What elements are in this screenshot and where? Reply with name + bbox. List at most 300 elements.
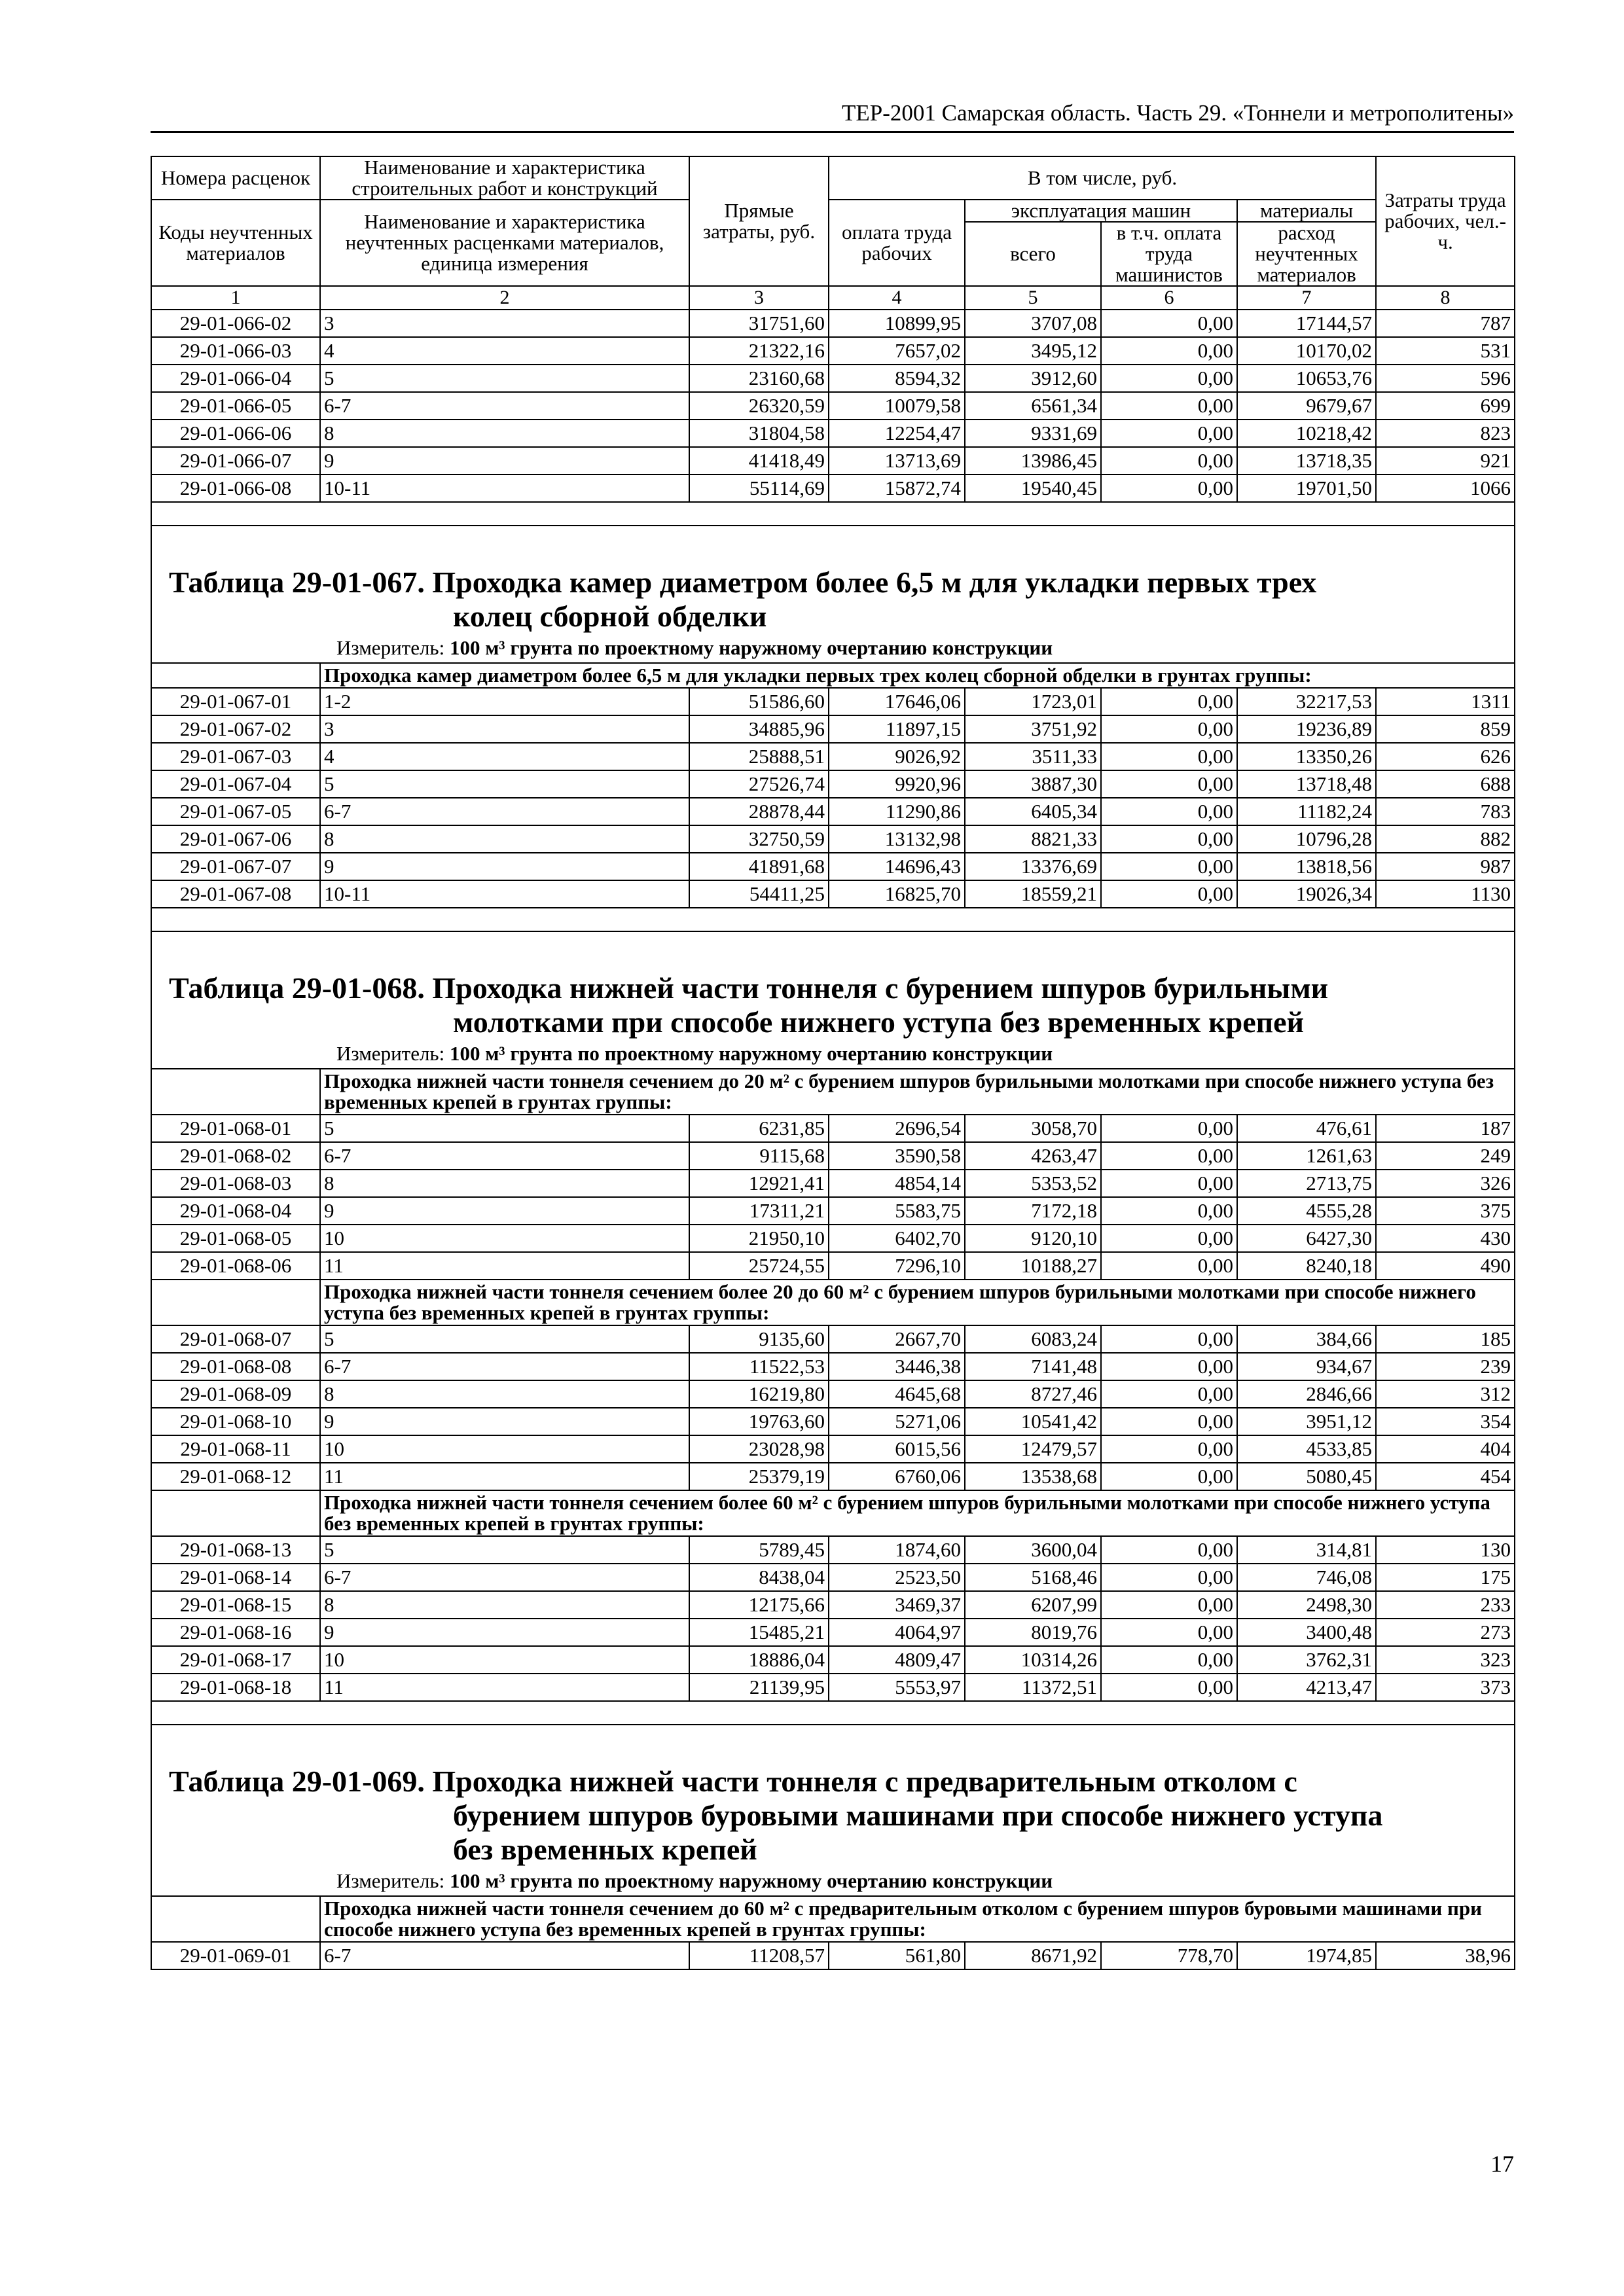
labor-hours: 1130 — [1376, 880, 1515, 908]
labor-hours: 699 — [1376, 392, 1515, 420]
labor-hours: 626 — [1376, 743, 1515, 770]
labor-hours: 688 — [1376, 770, 1515, 798]
materials-cost: 934,67 — [1237, 1353, 1376, 1380]
rate-code: 29-01-068-06 — [151, 1252, 320, 1280]
rate-code: 29-01-066-02 — [151, 310, 320, 337]
materials-cost: 10796,28 — [1237, 825, 1376, 853]
labor-hours: 859 — [1376, 715, 1515, 743]
table-row — [151, 420, 1515, 447]
table-row — [151, 365, 1515, 392]
rate-code: 29-01-066-08 — [151, 475, 320, 502]
column-number: 7 — [1237, 286, 1376, 310]
table-header — [151, 156, 1515, 310]
machinist-pay: 0,00 — [1101, 392, 1237, 420]
machines-total: 8671,92 — [965, 1942, 1101, 1969]
machines-total: 5353,52 — [965, 1170, 1101, 1197]
column-number: 3 — [689, 286, 829, 310]
labor-hours: 249 — [1376, 1142, 1515, 1170]
labor-hours: 823 — [1376, 420, 1515, 447]
subheading: Проходка камер диаметром более 6,5 м для укладки первых трех колец сборной обделки в грунтах группы: — [320, 663, 1515, 688]
table-row — [151, 1380, 1515, 1408]
direct-costs: 21322,16 — [689, 337, 829, 365]
soil-group: 4 — [320, 743, 689, 770]
machinist-pay: 0,00 — [1101, 770, 1237, 798]
table-row — [151, 475, 1515, 502]
rate-code: 29-01-068-17 — [151, 1646, 320, 1674]
table-067-title-cell — [151, 526, 1515, 634]
table-row — [151, 1564, 1515, 1591]
labor-pay: 4809,47 — [829, 1646, 965, 1674]
rate-code: 29-01-068-16 — [151, 1619, 320, 1646]
table-row — [151, 853, 1515, 880]
spacer-row — [151, 1701, 1515, 1725]
machinist-pay: 0,00 — [1101, 1463, 1237, 1490]
materials-cost: 13718,48 — [1237, 770, 1376, 798]
soil-group: 4 — [320, 337, 689, 365]
labor-hours: 375 — [1376, 1197, 1515, 1225]
machines-total: 8019,76 — [965, 1619, 1101, 1646]
machines-total: 6207,99 — [965, 1591, 1101, 1619]
labor-pay: 2667,70 — [829, 1325, 965, 1353]
rate-code: 29-01-068-09 — [151, 1380, 320, 1408]
machines-total: 4263,47 — [965, 1142, 1101, 1170]
labor-pay: 4064,97 — [829, 1619, 965, 1646]
table-067-title — [152, 526, 1514, 634]
machines-total: 7172,18 — [965, 1197, 1101, 1225]
table-row — [151, 1197, 1515, 1225]
rate-code: 29-01-069-01 — [151, 1942, 320, 1969]
materials-cost: 10218,42 — [1237, 420, 1376, 447]
materials-cost: 1974,85 — [1237, 1942, 1376, 1969]
title-line: колец сборной обделки — [453, 600, 767, 633]
header-name-bottom: Наименование и характеристика неучтенных расценками материалов, единица измерения — [320, 200, 689, 286]
machinist-pay: 0,00 — [1101, 365, 1237, 392]
table-row — [151, 1536, 1515, 1564]
machines-total: 12479,57 — [965, 1435, 1101, 1463]
direct-costs: 41891,68 — [689, 853, 829, 880]
header-labor-costs: Затраты труда рабочих, чел.-ч. — [1376, 156, 1515, 286]
direct-costs: 11522,53 — [689, 1353, 829, 1380]
column-number: 5 — [965, 286, 1101, 310]
direct-costs: 5789,45 — [689, 1536, 829, 1564]
labor-hours: 130 — [1376, 1536, 1515, 1564]
direct-costs: 32750,59 — [689, 825, 829, 853]
rate-code: 29-01-066-03 — [151, 337, 320, 365]
machinist-pay: 0,00 — [1101, 825, 1237, 853]
machines-total: 3887,30 — [965, 770, 1101, 798]
labor-hours: 531 — [1376, 337, 1515, 365]
meter-value: 100 м³ грунта по проектному наружному очертанию конструкции — [449, 1869, 1053, 1892]
header-codes-top: Номера расценок — [151, 156, 320, 200]
machinist-pay: 0,00 — [1101, 1197, 1237, 1225]
direct-costs: 11208,57 — [689, 1942, 829, 1969]
direct-costs: 27526,74 — [689, 770, 829, 798]
materials-cost: 11182,24 — [1237, 798, 1376, 825]
direct-costs: 19763,60 — [689, 1408, 829, 1435]
labor-pay: 3446,38 — [829, 1353, 965, 1380]
table-body — [151, 310, 1515, 1969]
labor-hours: 454 — [1376, 1463, 1515, 1490]
machines-total: 10314,26 — [965, 1646, 1101, 1674]
table-row — [151, 1674, 1515, 1701]
table-069-title-row — [151, 1725, 1515, 1867]
rate-code: 29-01-066-06 — [151, 420, 320, 447]
meter-value: 100 м³ грунта по проектному наружному очертанию конструкции — [449, 636, 1053, 659]
table-row — [151, 1142, 1515, 1170]
table-row — [151, 1225, 1515, 1252]
table-row — [151, 1252, 1515, 1280]
table-row — [151, 715, 1515, 743]
soil-group: 10 — [320, 1435, 689, 1463]
rate-code: 29-01-066-05 — [151, 392, 320, 420]
labor-hours: 187 — [1376, 1115, 1515, 1142]
labor-pay: 13132,98 — [829, 825, 965, 853]
soil-group: 8 — [320, 1591, 689, 1619]
labor-pay: 4645,68 — [829, 1380, 965, 1408]
table-067-meter-row — [151, 634, 1515, 663]
rate-code: 29-01-067-02 — [151, 715, 320, 743]
table-row — [151, 743, 1515, 770]
labor-pay: 7296,10 — [829, 1252, 965, 1280]
materials-cost: 32217,53 — [1237, 688, 1376, 715]
labor-hours: 987 — [1376, 853, 1515, 880]
labor-pay: 12254,47 — [829, 420, 965, 447]
soil-group: 6-7 — [320, 798, 689, 825]
direct-costs: 41418,49 — [689, 447, 829, 475]
machinist-pay: 0,00 — [1101, 310, 1237, 337]
meter-label: Измеритель: — [336, 636, 445, 659]
rate-code: 29-01-067-01 — [151, 688, 320, 715]
direct-costs: 25379,19 — [689, 1463, 829, 1490]
machinist-pay: 0,00 — [1101, 1115, 1237, 1142]
soil-group: 10-11 — [320, 880, 689, 908]
machinist-pay: 0,00 — [1101, 447, 1237, 475]
rate-code: 29-01-068-08 — [151, 1353, 320, 1380]
machinist-pay: 0,00 — [1101, 475, 1237, 502]
table-row — [151, 1942, 1515, 1969]
materials-cost: 10170,02 — [1237, 337, 1376, 365]
rate-code: 29-01-067-05 — [151, 798, 320, 825]
spacer-cell — [151, 908, 1515, 931]
table-row — [151, 1115, 1515, 1142]
direct-costs: 26320,59 — [689, 392, 829, 420]
table-row — [151, 1435, 1515, 1463]
labor-pay: 9920,96 — [829, 770, 965, 798]
title-line: без временных крепей — [453, 1833, 757, 1866]
labor-hours: 921 — [1376, 447, 1515, 475]
machinist-pay: 0,00 — [1101, 1380, 1237, 1408]
soil-group: 6-7 — [320, 1942, 689, 1969]
rate-code: 29-01-068-05 — [151, 1225, 320, 1252]
direct-costs: 25888,51 — [689, 743, 829, 770]
soil-group: 9 — [320, 1408, 689, 1435]
meter-cell — [151, 1867, 1515, 1896]
meter — [155, 637, 1511, 658]
table-row — [151, 688, 1515, 715]
materials-cost: 19026,34 — [1237, 880, 1376, 908]
machines-total: 19540,45 — [965, 475, 1101, 502]
machinist-pay: 0,00 — [1101, 1646, 1237, 1674]
materials-cost: 314,81 — [1237, 1536, 1376, 1564]
soil-group: 9 — [320, 1619, 689, 1646]
machines-total: 11372,51 — [965, 1674, 1101, 1701]
machines-total: 6561,34 — [965, 392, 1101, 420]
page-number: 17 — [1490, 2151, 1514, 2177]
labor-pay: 6015,56 — [829, 1435, 965, 1463]
table-row — [151, 770, 1515, 798]
machines-total: 3751,92 — [965, 715, 1101, 743]
meter-label: Измеритель: — [336, 1042, 445, 1065]
meter — [155, 1043, 1511, 1064]
column-number: 6 — [1101, 286, 1237, 310]
table-row — [151, 1325, 1515, 1353]
labor-hours: 787 — [1376, 310, 1515, 337]
rate-code: 29-01-066-04 — [151, 365, 320, 392]
machinist-pay: 0,00 — [1101, 715, 1237, 743]
direct-costs: 15485,21 — [689, 1619, 829, 1646]
subheading: Проходка нижней части тоннеля сечением более 20 до 60 м² с бурением шпуров бурильными молотками при способе нижнего уступа без временных крепей в грунтах группы: — [320, 1280, 1515, 1325]
labor-hours: 430 — [1376, 1225, 1515, 1252]
rate-code: 29-01-068-01 — [151, 1115, 320, 1142]
materials-cost: 1261,63 — [1237, 1142, 1376, 1170]
title-line: молотками при способе нижнего уступа без временных крепей — [453, 1005, 1305, 1039]
labor-pay: 2523,50 — [829, 1564, 965, 1591]
labor-hours: 312 — [1376, 1380, 1515, 1408]
materials-cost: 13718,35 — [1237, 447, 1376, 475]
labor-pay: 17646,06 — [829, 688, 965, 715]
subheading-row — [151, 663, 1515, 688]
price-table — [151, 156, 1515, 1970]
soil-group: 6-7 — [320, 1564, 689, 1591]
header-machines-total: всего — [965, 222, 1101, 286]
soil-group: 5 — [320, 1115, 689, 1142]
materials-cost: 3951,12 — [1237, 1408, 1376, 1435]
machines-total: 3495,12 — [965, 337, 1101, 365]
running-header: ТЕР-2001 Самарская область. Часть 29. «Тоннели и метрополитены» — [151, 97, 1514, 133]
labor-pay: 11290,86 — [829, 798, 965, 825]
labor-pay: 15872,74 — [829, 475, 965, 502]
labor-pay: 10079,58 — [829, 392, 965, 420]
direct-costs: 8438,04 — [689, 1564, 829, 1591]
materials-cost: 384,66 — [1237, 1325, 1376, 1353]
subheading-code-cell — [151, 1069, 320, 1115]
column-number: 2 — [320, 286, 689, 310]
machinist-pay: 0,00 — [1101, 1674, 1237, 1701]
labor-pay: 1874,60 — [829, 1536, 965, 1564]
meter-cell — [151, 634, 1515, 663]
subheading: Проходка нижней части тоннеля сечением более 60 м² с бурением шпуров бурильными молотками при способе нижнего уступа без временных крепей в грунтах группы: — [320, 1490, 1515, 1536]
materials-cost: 19236,89 — [1237, 715, 1376, 743]
machines-total: 18559,21 — [965, 880, 1101, 908]
direct-costs: 18886,04 — [689, 1646, 829, 1674]
machines-total: 7141,48 — [965, 1353, 1101, 1380]
machines-total: 3912,60 — [965, 365, 1101, 392]
rate-code: 29-01-068-18 — [151, 1674, 320, 1701]
direct-costs: 23160,68 — [689, 365, 829, 392]
machinist-pay: 0,00 — [1101, 1435, 1237, 1463]
title-line: Таблица 29-01-067. Проходка камер диаметром более 6,5 м для укладки первых трех — [169, 565, 1317, 599]
rate-code: 29-01-068-03 — [151, 1170, 320, 1197]
subheading: Проходка нижней части тоннеля сечением до 20 м² с бурением шпуров бурильными молотками при способе нижнего уступа без временных крепей в грунтах группы: — [320, 1069, 1515, 1115]
machinist-pay: 0,00 — [1101, 743, 1237, 770]
column-numbers — [151, 286, 1515, 310]
direct-costs: 23028,98 — [689, 1435, 829, 1463]
table-068-title-cell — [151, 931, 1515, 1039]
subheading-row — [151, 1896, 1515, 1942]
direct-costs: 31804,58 — [689, 420, 829, 447]
machines-total: 8821,33 — [965, 825, 1101, 853]
machinist-pay: 0,00 — [1101, 1591, 1237, 1619]
labor-pay: 561,80 — [829, 1942, 965, 1969]
machines-total: 5168,46 — [965, 1564, 1101, 1591]
labor-pay: 11897,15 — [829, 715, 965, 743]
labor-pay: 10899,95 — [829, 310, 965, 337]
labor-hours: 273 — [1376, 1619, 1515, 1646]
soil-group: 6-7 — [320, 1142, 689, 1170]
soil-group: 8 — [320, 1170, 689, 1197]
labor-pay: 2696,54 — [829, 1115, 965, 1142]
materials-cost: 13350,26 — [1237, 743, 1376, 770]
labor-pay: 7657,02 — [829, 337, 965, 365]
labor-pay: 8594,32 — [829, 365, 965, 392]
subheading-row — [151, 1069, 1515, 1115]
subheading-row — [151, 1490, 1515, 1536]
labor-pay: 14696,43 — [829, 853, 965, 880]
table-row — [151, 1353, 1515, 1380]
direct-costs: 12921,41 — [689, 1170, 829, 1197]
soil-group: 5 — [320, 365, 689, 392]
soil-group: 9 — [320, 1197, 689, 1225]
direct-costs: 34885,96 — [689, 715, 829, 743]
machines-total: 13376,69 — [965, 853, 1101, 880]
direct-costs: 9115,68 — [689, 1142, 829, 1170]
table-row — [151, 310, 1515, 337]
header-labor-pay: оплата труда рабочих — [829, 200, 965, 286]
materials-cost: 476,61 — [1237, 1115, 1376, 1142]
header-including: В том числе, руб. — [829, 156, 1376, 200]
materials-cost: 3400,48 — [1237, 1619, 1376, 1646]
machines-total: 13986,45 — [965, 447, 1101, 475]
machinist-pay: 0,00 — [1101, 1564, 1237, 1591]
soil-group: 11 — [320, 1463, 689, 1490]
labor-hours: 1066 — [1376, 475, 1515, 502]
header-codes-bottom: Коды неучтенных материалов — [151, 200, 320, 286]
machinist-pay: 0,00 — [1101, 1252, 1237, 1280]
table-row — [151, 337, 1515, 365]
soil-group: 11 — [320, 1252, 689, 1280]
machinist-pay: 0,00 — [1101, 1536, 1237, 1564]
machines-total: 3600,04 — [965, 1536, 1101, 1564]
header-name-top: Наименование и характеристика строительных работ и конструкций — [320, 156, 689, 200]
materials-cost: 8240,18 — [1237, 1252, 1376, 1280]
machines-total: 3707,08 — [965, 310, 1101, 337]
materials-cost: 4213,47 — [1237, 1674, 1376, 1701]
materials-cost: 5080,45 — [1237, 1463, 1376, 1490]
labor-hours: 38,96 — [1376, 1942, 1515, 1969]
direct-costs: 55114,69 — [689, 475, 829, 502]
labor-hours: 233 — [1376, 1591, 1515, 1619]
soil-group: 6-7 — [320, 392, 689, 420]
machinist-pay: 0,00 — [1101, 1353, 1237, 1380]
soil-group: 1-2 — [320, 688, 689, 715]
rate-code: 29-01-068-14 — [151, 1564, 320, 1591]
labor-pay: 9026,92 — [829, 743, 965, 770]
machines-total: 9331,69 — [965, 420, 1101, 447]
header-machines: эксплуатация машин — [965, 200, 1237, 222]
table-068-title — [152, 932, 1514, 1039]
machinist-pay: 0,00 — [1101, 1225, 1237, 1252]
meter-cell — [151, 1039, 1515, 1069]
machinist-pay: 0,00 — [1101, 1325, 1237, 1353]
machines-total: 6083,24 — [965, 1325, 1101, 1353]
subheading: Проходка нижней части тоннеля сечением до 60 м² с предварительным отколом с бурением шпуров буровыми машинами при способе нижнего уступа без временных крепей в грунтах группы: — [320, 1896, 1515, 1942]
rate-code: 29-01-067-04 — [151, 770, 320, 798]
table-068-meter-row — [151, 1039, 1515, 1069]
materials-cost: 13818,56 — [1237, 853, 1376, 880]
spacer-row — [151, 502, 1515, 526]
table-row — [151, 1619, 1515, 1646]
column-number: 4 — [829, 286, 965, 310]
labor-hours: 323 — [1376, 1646, 1515, 1674]
rate-code: 29-01-067-08 — [151, 880, 320, 908]
materials-cost: 3762,31 — [1237, 1646, 1376, 1674]
labor-pay: 6402,70 — [829, 1225, 965, 1252]
direct-costs: 6231,85 — [689, 1115, 829, 1142]
machinist-pay: 0,00 — [1101, 880, 1237, 908]
soil-group: 10 — [320, 1646, 689, 1674]
materials-cost: 2713,75 — [1237, 1170, 1376, 1197]
table-row — [151, 447, 1515, 475]
materials-cost: 17144,57 — [1237, 310, 1376, 337]
table-row — [151, 798, 1515, 825]
labor-pay: 4854,14 — [829, 1170, 965, 1197]
table-row — [151, 1463, 1515, 1490]
soil-group: 3 — [320, 715, 689, 743]
machines-total: 6405,34 — [965, 798, 1101, 825]
soil-group: 5 — [320, 1536, 689, 1564]
machinist-pay: 0,00 — [1101, 798, 1237, 825]
machinist-pay: 778,70 — [1101, 1942, 1237, 1969]
rate-code: 29-01-068-13 — [151, 1536, 320, 1564]
materials-cost: 10653,76 — [1237, 365, 1376, 392]
direct-costs: 21950,10 — [689, 1225, 829, 1252]
machines-total: 1723,01 — [965, 688, 1101, 715]
table-069-title-cell — [151, 1725, 1515, 1867]
labor-hours: 1311 — [1376, 688, 1515, 715]
machines-total: 10188,27 — [965, 1252, 1101, 1280]
table-068-title-row — [151, 931, 1515, 1039]
direct-costs: 9135,60 — [689, 1325, 829, 1353]
subheading-code-cell — [151, 1280, 320, 1325]
soil-group: 5 — [320, 770, 689, 798]
table-067-title-row — [151, 526, 1515, 634]
materials-cost: 2846,66 — [1237, 1380, 1376, 1408]
spacer-row — [151, 908, 1515, 931]
soil-group: 3 — [320, 310, 689, 337]
labor-hours: 596 — [1376, 365, 1515, 392]
machines-total: 3511,33 — [965, 743, 1101, 770]
soil-group: 8 — [320, 420, 689, 447]
table-row — [151, 1170, 1515, 1197]
table-row — [151, 1591, 1515, 1619]
labor-pay: 13713,69 — [829, 447, 965, 475]
materials-cost: 746,08 — [1237, 1564, 1376, 1591]
soil-group: 9 — [320, 447, 689, 475]
table-069-meter-row — [151, 1867, 1515, 1896]
labor-pay: 3590,58 — [829, 1142, 965, 1170]
rate-code: 29-01-068-04 — [151, 1197, 320, 1225]
rate-code: 29-01-067-07 — [151, 853, 320, 880]
